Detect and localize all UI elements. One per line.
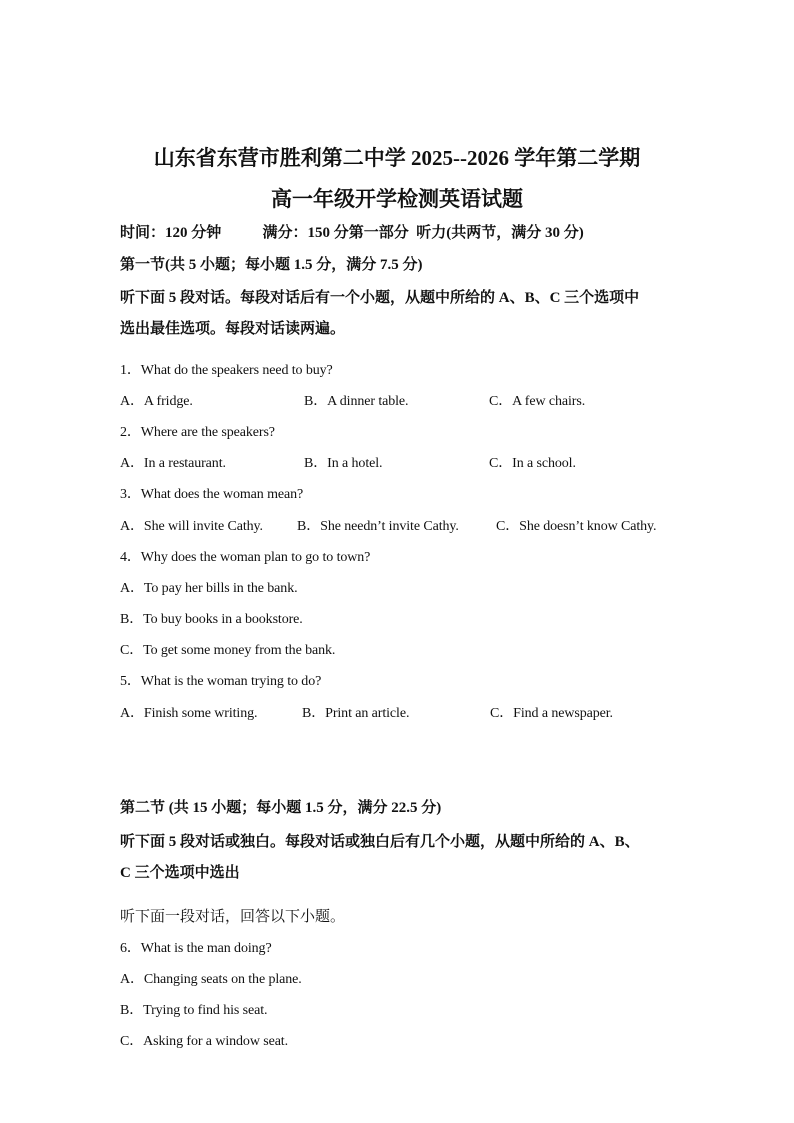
question-5-option-a: A．Finish some writing.: [120, 706, 258, 721]
question-5-stem: 5．What is the woman trying to do?: [120, 674, 322, 689]
question-2-option-b: B．In a hotel.: [304, 456, 383, 471]
question-4-option-c: C．To get some money from the bank.: [120, 643, 336, 658]
question-6-option-c: C．Asking for a window seat.: [120, 1034, 289, 1049]
exam-title: 山东省东营市胜利第二中学 2025--2026 学年第二学期: [153, 146, 641, 170]
section2-prompt: 听下面一段对话，回答以下小题。: [120, 909, 346, 925]
section2-instruction-line2: C 三个选项中选出: [120, 865, 240, 881]
exam-info: 时间：120 分钟 满分：150 分第一部分 听力(共两节，满分 30 分): [120, 225, 584, 241]
question-6-option-b: B．Trying to find his seat.: [120, 1003, 268, 1018]
question-4-stem: 4．Why does the woman plan to go to town?: [120, 550, 371, 565]
section1-instruction-line1: 听下面 5 段对话。每段对话后有一个小题，从题中所给的 A、B、C 三个选项中: [120, 290, 640, 306]
question-3-option-a: A．She will invite Cathy.: [120, 519, 263, 534]
question-5-option-b: B．Print an article.: [302, 706, 410, 721]
question-5-option-c: C．Find a newspaper.: [490, 706, 613, 721]
section2-instruction-line1: 听下面 5 段对话或独白。每段对话或独白后有几个小题，从题中所给的 A、B、: [120, 834, 640, 850]
question-2-stem: 2．Where are the speakers?: [120, 425, 275, 440]
question-1-option-c: C．A few chairs.: [489, 394, 586, 409]
question-3-stem: 3．What does the woman mean?: [120, 487, 304, 502]
section2-heading: 第二节 (共 15 小题；每小题 1.5 分，满分 22.5 分): [120, 800, 442, 816]
question-1-option-a: A．A fridge.: [120, 394, 193, 409]
question-6-stem: 6．What is the man doing?: [120, 941, 272, 956]
question-4-option-b: B．To buy books in a bookstore.: [120, 612, 303, 627]
question-2-option-c: C．In a school.: [489, 456, 576, 471]
section1-heading: 第一节(共 5 小题；每小题 1.5 分，满分 7.5 分): [120, 257, 423, 273]
question-1-stem: 1．What do the speakers need to buy?: [120, 363, 333, 378]
question-6-option-a: A．Changing seats on the plane.: [120, 972, 302, 987]
exam-subtitle: 高一年级开学检测英语试题: [271, 187, 523, 211]
section1-instruction-line2: 选出最佳选项。每段对话读两遍。: [120, 321, 346, 337]
question-2-option-a: A．In a restaurant.: [120, 456, 226, 471]
question-3-option-c: C．She doesn’t know Cathy.: [496, 519, 657, 534]
question-1-option-b: B．A dinner table.: [304, 394, 409, 409]
question-3-option-b: B．She needn’t invite Cathy.: [297, 519, 459, 534]
question-4-option-a: A．To pay her bills in the bank.: [120, 581, 298, 596]
